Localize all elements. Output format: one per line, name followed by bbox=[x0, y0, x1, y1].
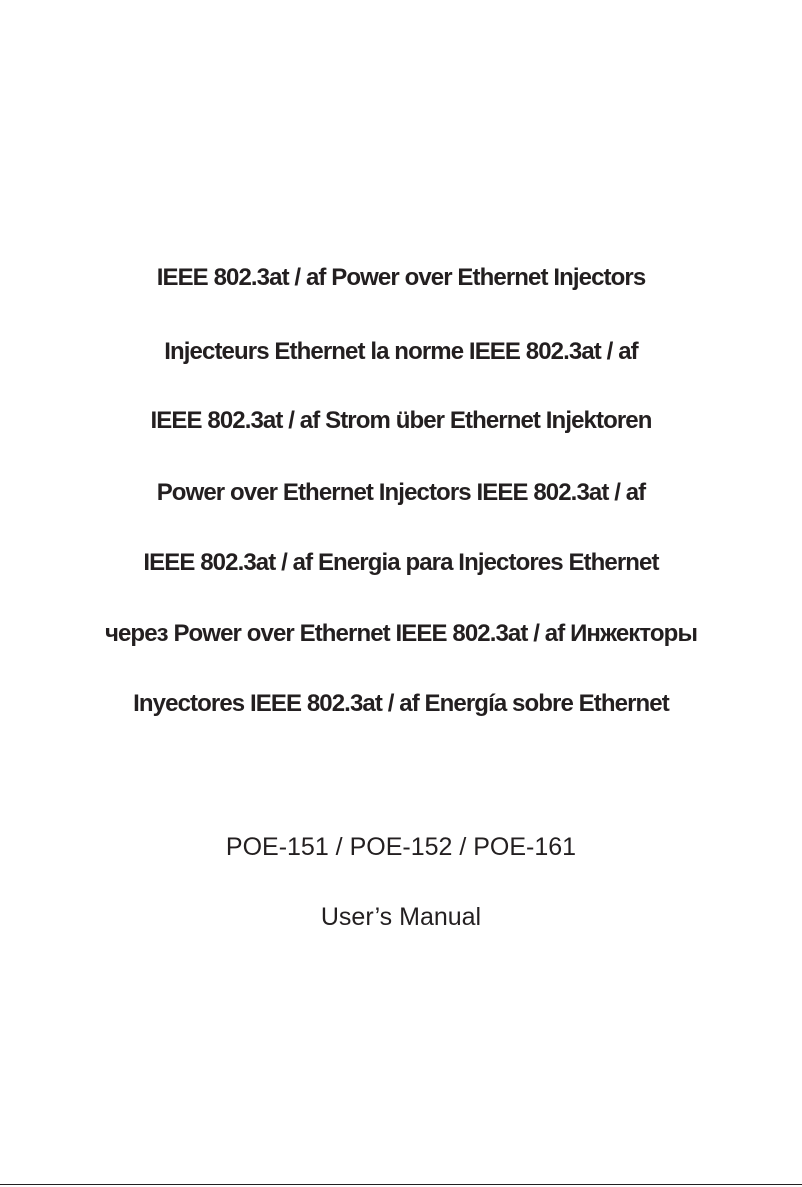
title-spanish: Inyectores IEEE 802.3at / af Energía sobre Ethernet bbox=[133, 690, 669, 717]
title-dutch: Power over Ethernet Injectors IEEE 802.3at / af bbox=[156, 479, 646, 506]
title-russian: через Power over Ethernet IEEE 802.3at / af Инжекторы bbox=[104, 620, 698, 647]
title-english: IEEE 802.3at / af Power over Ethernet Injectors bbox=[156, 264, 646, 291]
title-german: IEEE 802.3at / af Strom über Ethernet Injektoren bbox=[150, 407, 652, 434]
manual-title: User’s Manual bbox=[320, 903, 482, 931]
model-numbers: POE-151 / POE-152 / POE-161 bbox=[225, 833, 577, 861]
title-portuguese: IEEE 802.3at / af Energia para Injectores Ethernet bbox=[143, 549, 659, 576]
bottom-divider bbox=[0, 1184, 802, 1185]
title-french: Injecteurs Ethernet la norme IEEE 802.3at / af bbox=[164, 338, 638, 365]
